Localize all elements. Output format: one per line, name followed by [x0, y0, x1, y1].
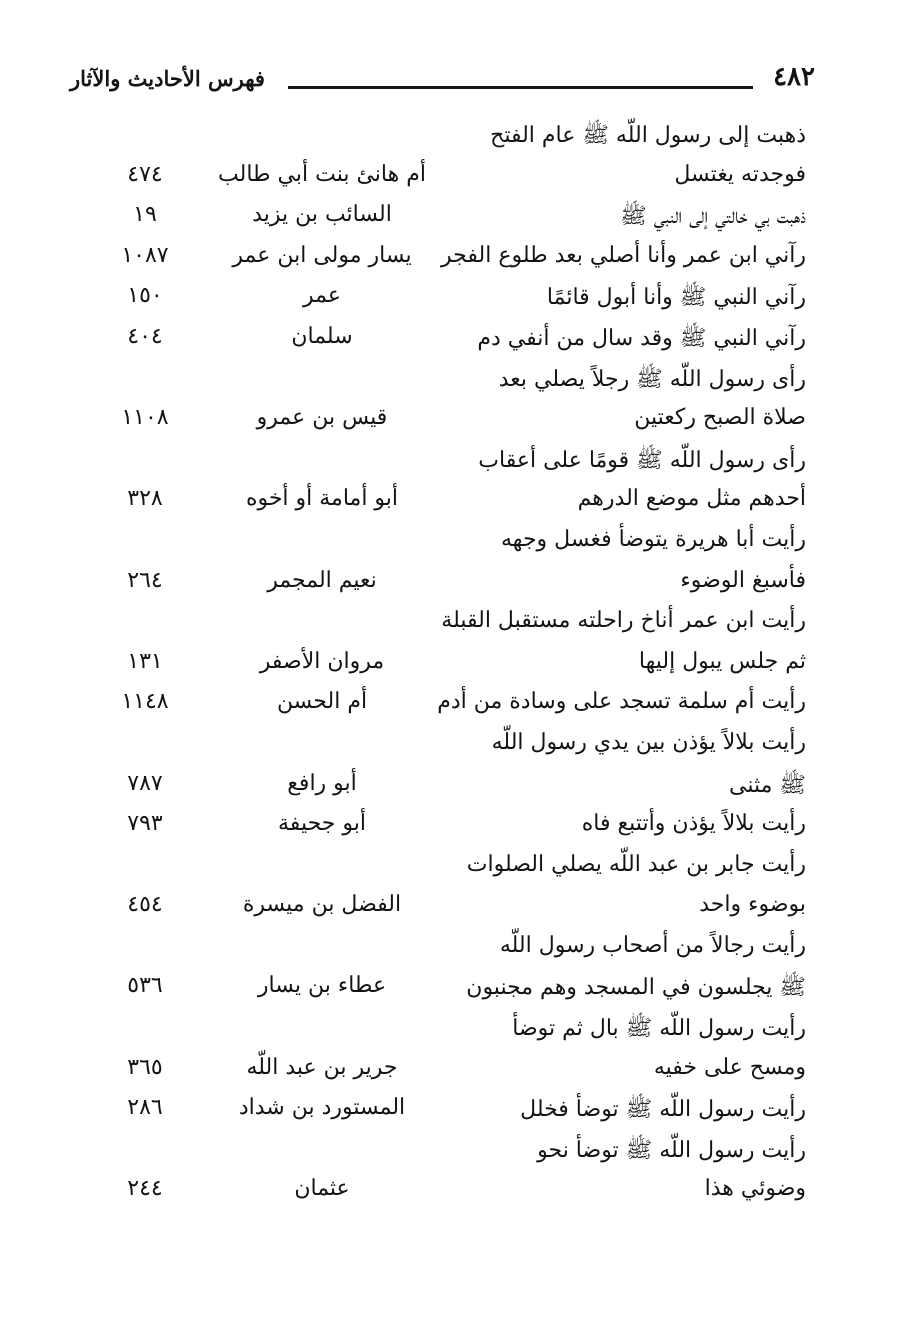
- narrator-name: عثمان: [294, 1176, 350, 1202]
- hadith-text: رأيت أبا هريرة يتوضأ فغسل وجهه: [501, 526, 806, 552]
- hadith-text: وضوئي هذا: [704, 1176, 806, 1202]
- index-line: [0, 1051, 916, 1092]
- page-header: [70, 62, 815, 102]
- narrator-name: قيس بن عمرو: [256, 405, 388, 431]
- hadith-number: ١٣١: [127, 648, 163, 674]
- narrator-name: مروان الأصفر: [259, 648, 385, 674]
- index-entries: [0, 117, 916, 1213]
- hadith-number: ٢٨٦: [127, 1095, 163, 1121]
- hadith-number: ٧٨٧: [127, 770, 163, 796]
- index-line: [0, 767, 916, 808]
- index-line: [0, 198, 916, 239]
- hadith-text: فأسبغ الوضوء: [680, 567, 806, 593]
- page-number: ٤٨٢: [773, 62, 815, 92]
- narrator-name: أم الحسن: [276, 689, 368, 715]
- index-line: [0, 482, 916, 523]
- index-line: [0, 158, 916, 199]
- hadith-number: ٧٩٣: [127, 811, 163, 837]
- hadith-text: أحدهم مثل موضع الدرهم: [577, 486, 806, 512]
- narrator-name: عمر: [303, 283, 341, 309]
- hadith-text: رأيت بلالاً يؤذن وأتتبع فاه: [581, 811, 806, 837]
- index-line: [0, 1172, 916, 1213]
- index-line: [0, 117, 916, 158]
- hadith-number: ١٠٨٧: [121, 242, 169, 268]
- hadith-text: رأيت رسول اللّه ﷺ توضأ فخلل: [520, 1097, 806, 1123]
- hadith-number: ١١٠٨: [121, 405, 169, 431]
- hadith-text: رأيت رجالاً من أصحاب رسول اللّه: [499, 932, 806, 958]
- hadith-number: ١٥٠: [127, 283, 163, 309]
- index-line: [0, 279, 916, 320]
- hadith-text: صلاة الصبح ركعتين: [634, 405, 806, 431]
- narrator-name: جرير بن عبد اللّه: [246, 1054, 398, 1080]
- narrator-name: أبو جحيفة: [278, 811, 366, 837]
- narrator-name: سلمان: [291, 323, 353, 349]
- narrator-name: أبو أمامة أو أخوه: [245, 486, 399, 512]
- hadith-number: ٣٦٥: [127, 1054, 163, 1080]
- index-line: [0, 523, 916, 564]
- narrator-name: الفضل بن ميسرة: [242, 892, 402, 918]
- hadith-text: رأيت ابن عمر أناخ راحلته مستقبل القبلة: [441, 608, 806, 634]
- index-line: [0, 645, 916, 686]
- hadith-number: ٢٦٤: [127, 567, 163, 593]
- narrator-name: أبو رافع: [287, 770, 357, 796]
- narrator-name: عطاء بن يسار: [257, 973, 387, 999]
- hadith-text: ثم جلس يبول إليها: [638, 648, 806, 674]
- hadith-text: ﷺ يجلسون في المسجد وهم مجنبون: [466, 975, 806, 1001]
- index-line: [0, 807, 916, 848]
- hadith-text: رأى رسول اللّه ﷺ رجلاً يصلي بعد: [498, 366, 806, 392]
- index-line: [0, 361, 916, 402]
- narrator-name: يسار مولى ابن عمر: [232, 242, 412, 268]
- index-line: [0, 888, 916, 929]
- index-line: [0, 848, 916, 889]
- hadith-number: ١٩: [133, 202, 157, 228]
- index-line: [0, 401, 916, 442]
- hadith-number: ٤٠٤: [127, 323, 163, 349]
- hadith-number: ١١٤٨: [121, 689, 169, 715]
- index-line: [0, 1132, 916, 1173]
- index-line: [0, 604, 916, 645]
- index-line: [0, 685, 916, 726]
- hadith-text: رأيت بلالاً يؤذن بين يدي رسول اللّه: [491, 729, 806, 755]
- hadith-text: بوضوء واحد: [699, 892, 806, 918]
- narrator-name: المستورد بن شداد: [238, 1095, 406, 1121]
- index-line: [0, 969, 916, 1010]
- index-line: [0, 239, 916, 280]
- hadith-number: ٥٣٦: [127, 973, 163, 999]
- hadith-number: ٣٢٨: [127, 486, 163, 512]
- hadith-number: ٤٥٤: [127, 892, 163, 918]
- hadith-text: رآني النبي ﷺ وقد سال من أنفي دم: [477, 325, 806, 351]
- header-rule: [288, 86, 753, 89]
- index-line: [0, 320, 916, 361]
- index-line: [0, 726, 916, 767]
- hadith-text: ومسح على خفيه: [653, 1054, 806, 1080]
- hadith-text: رأيت جابر بن عبد اللّه يصلي الصلوات: [466, 851, 806, 877]
- hadith-text: رأى رسول اللّه ﷺ قومًا على أعقاب: [478, 447, 806, 473]
- index-line: [0, 564, 916, 605]
- index-line: [0, 1091, 916, 1132]
- running-title: فهرس الأحاديث والآثار: [70, 66, 265, 91]
- narrator-name: نعيم المجمر: [267, 567, 377, 593]
- hadith-text: ﷺ مثنى: [729, 772, 806, 798]
- index-line: [0, 929, 916, 970]
- hadith-text: رآني النبي ﷺ وأنا أبول قائمًا: [546, 285, 806, 311]
- hadith-text: رأيت أم سلمة تسجد على وسادة من أدم: [437, 689, 806, 715]
- narrator-name: أم هانئ بنت أبي طالب: [218, 161, 426, 187]
- hadith-number: ٢٤٤: [127, 1176, 163, 1202]
- hadith-text: رأيت رسول اللّه ﷺ توضأ نحو: [537, 1137, 806, 1163]
- hadith-text: ذهبت بي خالتي إلى النبي ﷺ: [620, 204, 806, 230]
- index-line: [0, 442, 916, 483]
- index-line: [0, 1010, 916, 1051]
- hadith-text: رأيت رسول اللّه ﷺ بال ثم توضأ: [512, 1016, 806, 1042]
- hadith-text: فوجدته يغتسل: [674, 161, 806, 187]
- hadith-number: ٤٧٤: [127, 161, 163, 187]
- hadith-text: رآني ابن عمر وأنا أصلي بعد طلوع الفجر: [441, 242, 806, 268]
- hadith-text: ذهبت إلى رسول اللّه ﷺ عام الفتح: [490, 123, 806, 148]
- narrator-name: السائب بن يزيد: [252, 202, 392, 228]
